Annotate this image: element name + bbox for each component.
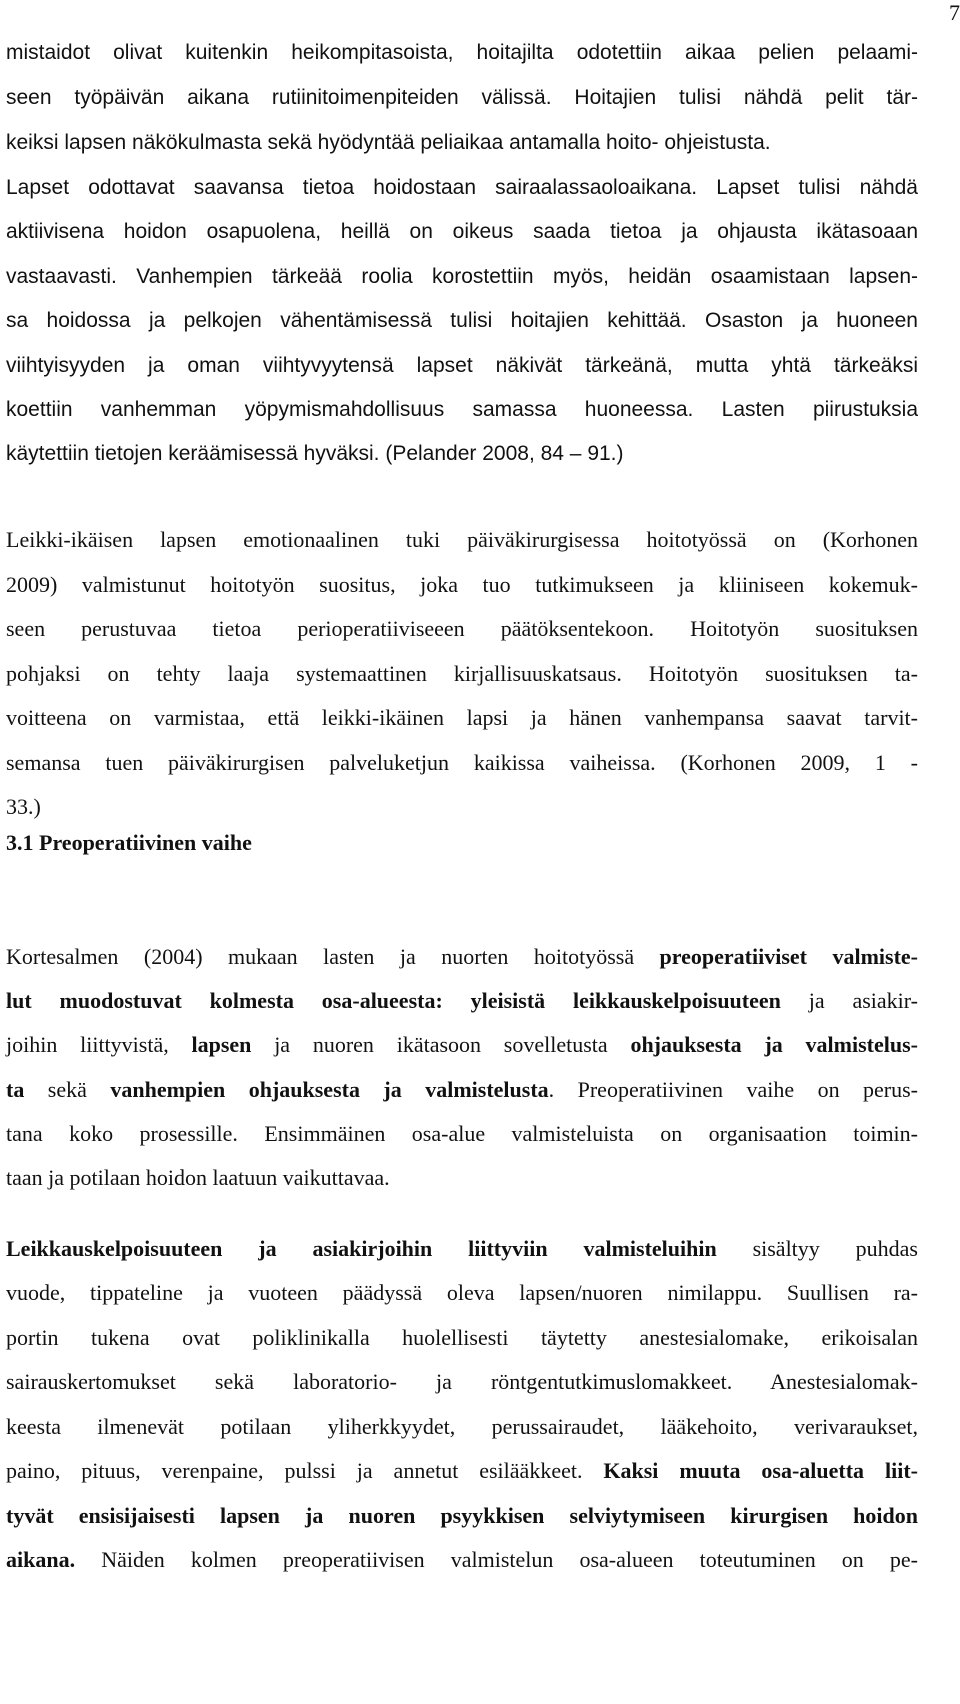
text-run: paino, pituus, verenpaine, pulssi ja annetut esilääkkeet. xyxy=(6,1458,604,1483)
bold-text-run: Kaksi muuta osa-aluetta liit- xyxy=(603,1458,918,1483)
paragraph-line: käytettiin tietojen keräämisessä hyväksi. (Pelander 2008, 84 – 91.) xyxy=(6,442,624,465)
paragraph-line: mistaidot olivat kuitenkin heikompitasoista, hoitajilta odotettiin aikaa pelien pelaami- xyxy=(6,41,918,64)
paragraph-line: vuode, tippateline ja vuoteen päädyssä oleva lapsen/nuoren nimilappu. Suullisen ra- xyxy=(6,1280,918,1305)
text-run: . Preoperatiivinen vaihe on perus- xyxy=(548,1077,919,1102)
paragraph-line: aktiivisena hoidon osapuolena, heillä on oikeus saada tietoa ja ohjausta ikätasoaan xyxy=(6,220,918,243)
paragraph-line: sairauskertomukset sekä laboratorio- ja röntgentutkimuslomakkeet. Anestesialomak- xyxy=(6,1369,918,1394)
paragraph-line: voitteena on varmistaa, että leikki-ikäinen lapsi ja hänen vanhempansa saavat tarvit- xyxy=(6,705,918,730)
text-run: sisältyy puhdas xyxy=(716,1236,918,1261)
paragraph-line: koettiin vanhemman yöpymismahdollisuus samassa huoneessa. Lasten piirustuksia xyxy=(6,398,918,421)
section-heading: 3.1 Preoperatiivinen vaihe xyxy=(6,830,252,855)
bold-text-run: preoperatiiviset valmiste- xyxy=(659,944,918,969)
text-run: Kortesalmen (2004) mukaan lasten ja nuorten hoitotyössä xyxy=(6,944,660,969)
paragraph-line xyxy=(6,1458,918,1486)
paragraph-line xyxy=(6,1077,918,1105)
text-run: ja asiakir- xyxy=(780,988,919,1013)
paragraph-line: portin tukena ovat poliklinikalla huolellisesti täytetty anestesialomake, erikoisalan xyxy=(6,1325,918,1350)
paragraph-line: pohjaksi on tehty laaja systemaattinen kirjallisuuskatsaus. Hoitotyön suosituksen ta- xyxy=(6,661,918,686)
page-number: 7 xyxy=(949,0,960,25)
paragraph-line xyxy=(6,1032,918,1060)
bold-text-run: lut muodostuvat kolmesta osa-alueesta: yleisistä leikkauskelpoisuuteen xyxy=(6,988,781,1013)
paragraph-line: keiksi lapsen näkökulmasta sekä hyödyntää peliaikaa antamalla hoito- ohjeistusta. xyxy=(6,131,771,154)
text-run: Näiden kolmen preoperatiivisen valmistelun osa-alueen toteutuminen on pe- xyxy=(75,1547,918,1572)
paragraph-line: 33.) xyxy=(6,794,41,819)
bold-text-run: aikana. xyxy=(6,1547,76,1572)
bold-text-run: ohjauksesta ja valmistelus- xyxy=(630,1032,918,1057)
paragraph-line: tana koko prosessille. Ensimmäinen osa-alue valmisteluista on organisaation toimin- xyxy=(6,1121,918,1146)
paragraph-line: Lapset odottavat saavansa tietoa hoidostaan sairaalassaoloaikana. Lapset tulisi nähdä xyxy=(6,176,918,199)
paragraph-line: semansa tuen päiväkirurgisen palveluketjun kaikissa vaiheissa. (Korhonen 2009, 1 - xyxy=(6,750,918,775)
text-run: joihin liittyvistä, xyxy=(6,1032,192,1057)
bold-text-run: vanhempien ohjauksesta ja valmistelusta xyxy=(110,1077,549,1102)
bold-text-run: ta xyxy=(6,1077,25,1102)
paragraph-line: 2009) valmistunut hoitotyön suositus, joka tuo tutkimukseen ja kliiniseen kokemuk- xyxy=(6,572,918,597)
bold-text-run: lapsen xyxy=(191,1032,252,1057)
paragraph-line: taan ja potilaan hoidon laatuun vaikuttavaa. xyxy=(6,1165,390,1190)
text-run: ja nuoren ikätasoon sovelletusta xyxy=(251,1032,631,1057)
paragraph-line: keesta ilmenevät potilaan yliherkkyydet, perussairaudet, lääkehoito, verivaraukset, xyxy=(6,1414,918,1439)
paragraph-line xyxy=(6,944,918,972)
text-run: sekä xyxy=(24,1077,111,1102)
paragraph-line: vastaavasti. Vanhempien tärkeää roolia korostettiin myös, heidän osaamistaan lapsen- xyxy=(6,265,918,288)
paragraph-line: Leikki-ikäisen lapsen emotionaalinen tuki päiväkirurgisessa hoitotyössä on (Korhonen xyxy=(6,527,918,552)
bold-text-run: Leikkauskelpoisuuteen ja asiakirjoihin liittyviin valmisteluihin xyxy=(6,1236,717,1261)
paragraph-line: seen työpäivän aikana rutiinitoimenpiteiden välissä. Hoitajien tulisi nähdä pelit tär- xyxy=(6,86,918,109)
paragraph-line xyxy=(6,1547,918,1575)
paragraph-line: seen perustuvaa tietoa perioperatiiviseeen päätöksentekoon. Hoitotyön suosituksen xyxy=(6,616,918,641)
paragraph-line xyxy=(6,1236,918,1264)
paragraph-line: viihtyisyyden ja oman viihtyvyytensä lapset näkivät tärkeänä, mutta yhtä tärkeäksi xyxy=(6,354,918,377)
paragraph-line: sa hoidossa ja pelkojen vähentämisessä tulisi hoitajien kehittää. Osaston ja huoneen xyxy=(6,309,918,332)
paragraph-line: tyvät ensisijaisesti lapsen ja nuoren psyykkisen selviytymiseen kirurgisen hoidon xyxy=(6,1503,918,1528)
paragraph-line xyxy=(6,988,918,1016)
